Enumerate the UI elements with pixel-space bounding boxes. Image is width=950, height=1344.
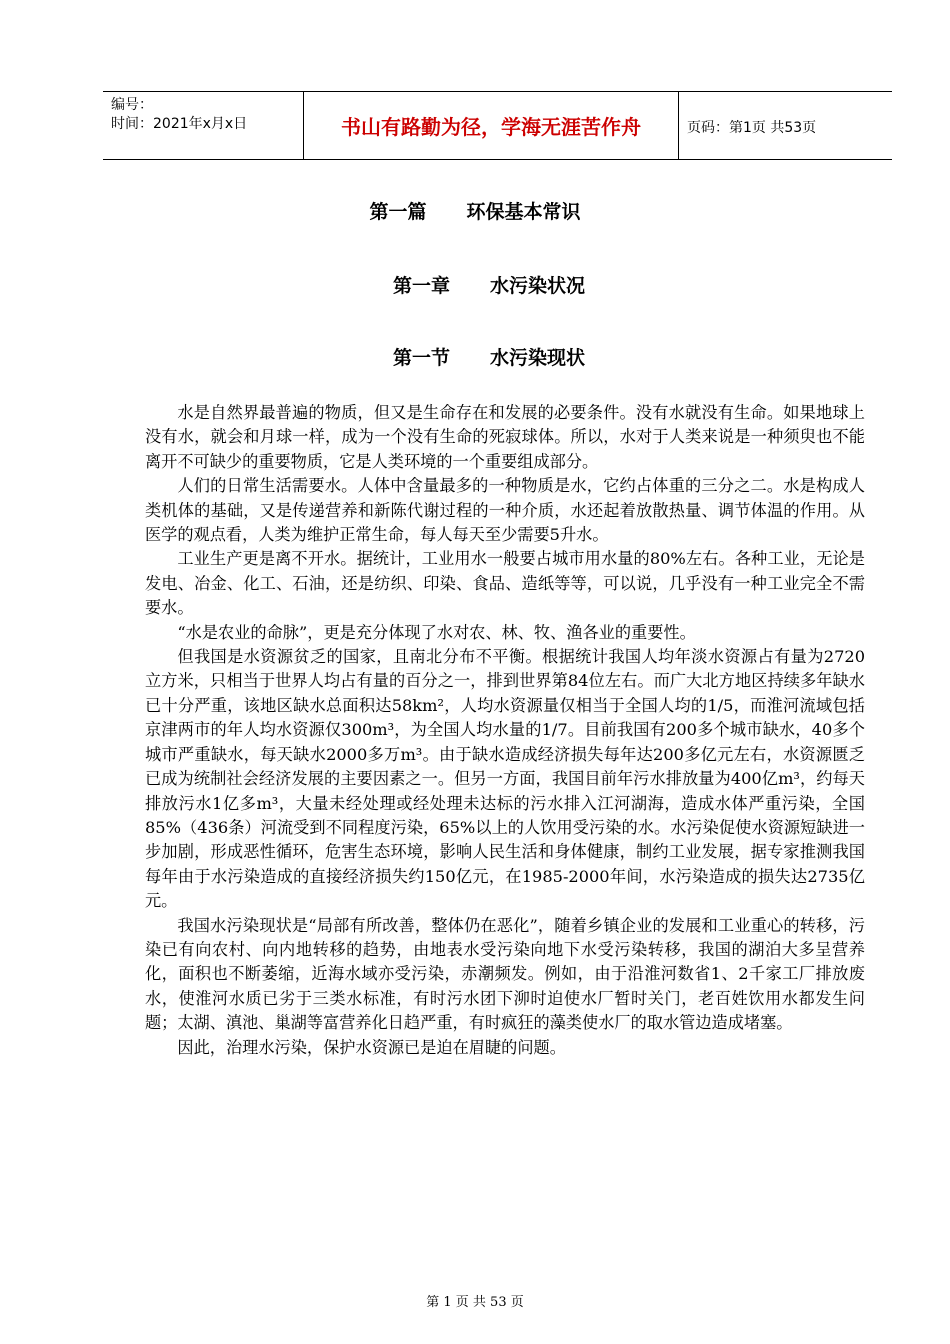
paragraph: 我国水污染现状是“局部有所改善，整体仍在恶化”，随着乡镇企业的发展和工业重心的转移，污染已有向农村、向内地转移的趋势，由地表水受污染向地下水受污染转移，我国的湖泊大多呈营养化，面积也不断萎缩，近海水域亦受污染，赤潮频发。例如，由于沿淮河数省1、2千家工厂排放废水，使淮河水质已劣于三类水标准，有时污水团下泖时迫使水厂暂时关门，老百姓饮用水都发生问题；太湖、滇池、巢湖等富营养化日趋严重，有时疯狂的藻类使水厂的取水管边造成堵塞。: [145, 915, 865, 1033]
chapter-title: 水污染状况: [490, 275, 586, 297]
chapter-heading: [0, 271, 950, 298]
paragraph: 但我国是水资源贫乏的国家，且南北分布不平衡。根据统计我国人均年淡水资源占有量为2720立方米，只相当于世界人均占有量的百分之一，排到世界第84位左右。而广大北方地区持续多年缺水已十分严重，该地区缺水总面积达58km²，人均水资源量仅相当于全国人均的1/5，而淮河流域包括京津两市的年人均水资源仅300m³，为全国人均水量的1/7。目前我国有200多个城市缺水，40多个城市严重缺水，每天缺水2000多万m³。由于缺水造成经济损失每年达200多亿元左右，水资源匮乏已成为统制社会经济发展的主要因素之一。但另一方面，我国目前年污水排放量为400亿m³，约每天排放污水1亿多m³，大量未经处理或经处理未达标的污水排入江河湖海，造成水体严重污染，全国85%（436条）河流受到不同程度污染，65%以上的人饮用受污染的水。水污染促使水资源短缺进一步加剧，形成恶性循环，危害生态环境，影响人民生活和身体健康，制约工业发展，据专家推测我国每年由于水污染造成的直接经济损失约150亿元，在1985-2000年间，水污染造成的损失达2735亿元。: [145, 647, 865, 911]
body-text: [145, 401, 865, 1060]
section-title: 水污染现状: [490, 347, 586, 369]
part-title: 环保基本常识: [466, 201, 581, 223]
page-footer: [0, 1291, 950, 1310]
paragraph: 人们的日常生活需要水。人体中含量最多的一种物质是水，它约占体重的三分之二。水是构成人类机体的基础，又是传递营养和新陈代谢过程的一种介质，水还起着放散热量、调节体温的作用。从医学的观点看，人类为维护正常生命，每人每天至少需要5升水。: [145, 476, 865, 545]
paragraph: “水是农业的命脉”，更是充分体现了水对农、林、牧、渔各业的重要性。: [177, 622, 696, 642]
section-number: 第一节: [392, 347, 450, 369]
paragraph: 因此，治理水污染，保护水资源已是迫在眉睫的问题。: [177, 1037, 566, 1057]
paragraph: 工业生产更是离不开水。据统计，工业用水一般要占城市用水量的80%左右。各种工业，无论是发电、冶金、化工、石油，还是纺织、印染、食品、造纸等等，可以说，几乎没有一种工业完全不需要水。: [145, 549, 865, 618]
section-heading: [0, 343, 950, 370]
part-heading: [0, 197, 950, 224]
part-number: 第一篇: [369, 201, 427, 223]
document-header: [103, 91, 892, 160]
footer-page-number: 第 1 页 共 53 页: [426, 1295, 524, 1310]
chapter-number: 第一章: [392, 275, 450, 297]
time-label: 时间：2021年x月x日: [111, 116, 248, 132]
header-meta-cell: [103, 92, 304, 159]
header-motto: 书山有路勤为径，学海无涯苦作舟: [304, 92, 679, 159]
paragraph: 水是自然界最普遍的物质，但又是生命存在和发展的必要条件。没有水就没有生命。如果地球上没有水，就会和月球一样，成为一个没有生命的死寂球体。所以，水对于人类来说是一种须臾也不能离开不可缺少的重要物质，它是人类环境的一个重要组成部分。: [145, 403, 865, 471]
header-page-info: 页码：第1页 共53页: [687, 120, 817, 136]
number-label: 编号：: [111, 97, 153, 113]
